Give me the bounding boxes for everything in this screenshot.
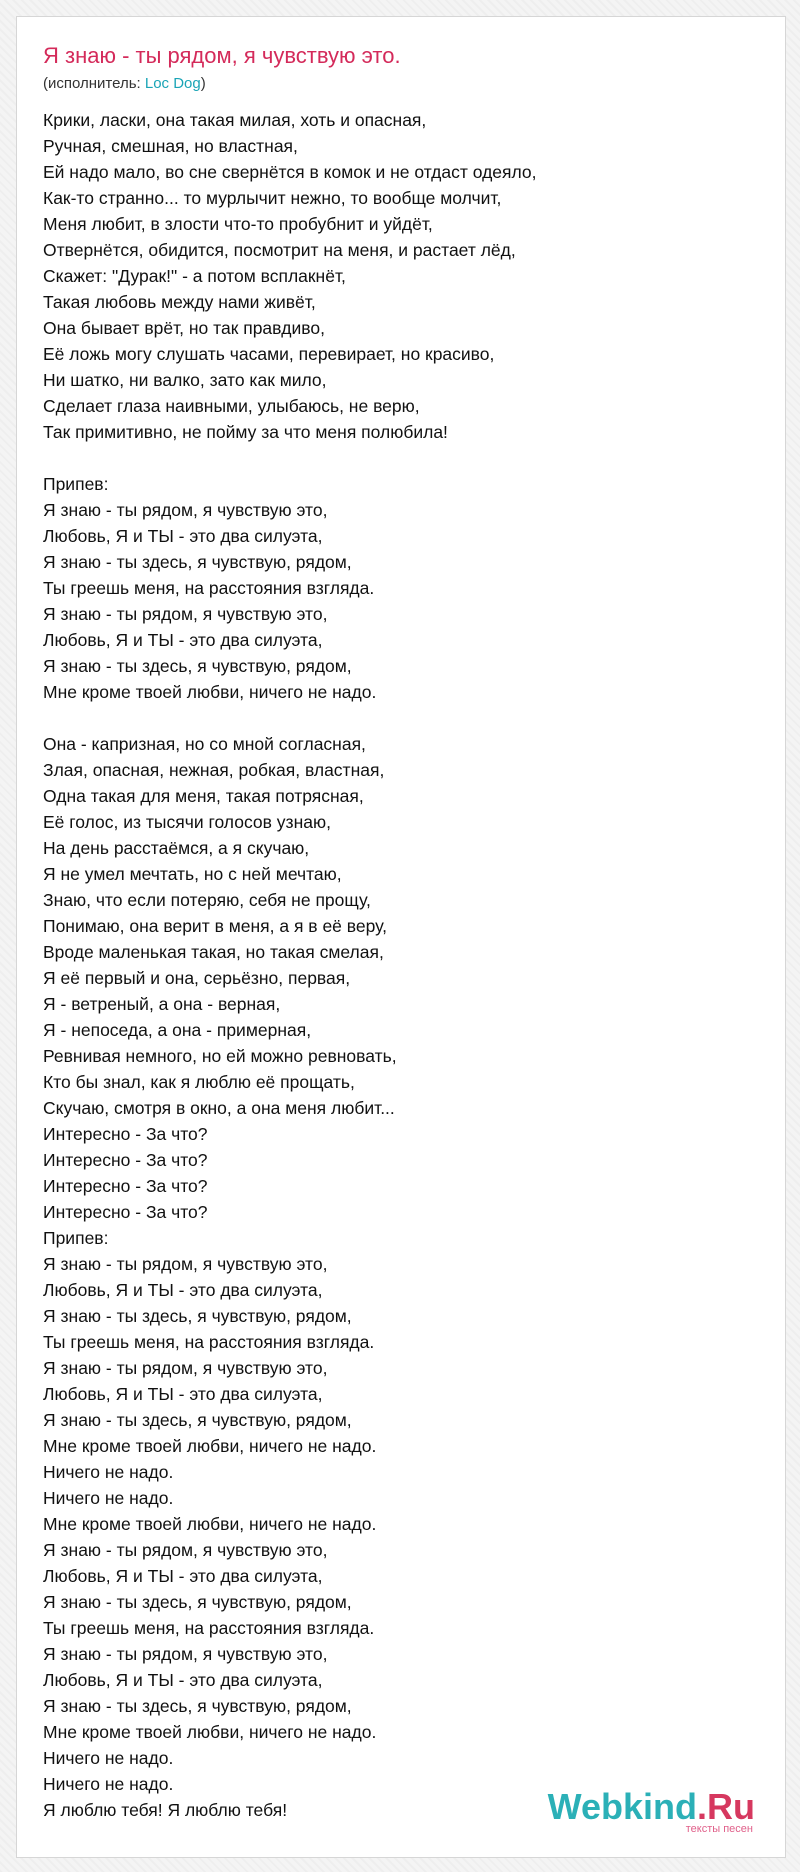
lyric-line: Она бывает врёт, но так правдиво, [43, 318, 325, 338]
lyric-line: Интересно - За что? [43, 1202, 208, 1222]
lyric-line: Ревнивая немного, но ей можно ревновать, [43, 1046, 397, 1066]
stanza-break [43, 445, 783, 471]
lyric-line: Я - непоседа, а она - примерная, [43, 1020, 312, 1040]
lyric-line: Вроде маленькая такая, но такая смелая, [43, 942, 384, 962]
lyric-line: Я знаю - ты здесь, я чувствую, рядом, [43, 1410, 352, 1430]
lyric-line: Мне кроме твоей любви, ничего не надо. [43, 1514, 377, 1534]
lyric-line: Я знаю - ты рядом, я чувствую это, [43, 1254, 328, 1274]
lyric-line: Я знаю - ты здесь, я чувствую, рядом, [43, 1696, 352, 1716]
lyrics-card [16, 16, 786, 1858]
lyric-line: Знаю, что если потеряю, себя не прощу, [43, 890, 371, 910]
lyric-line: Ей надо мало, во сне свернётся в комок и не отдаст одеяло, [43, 162, 537, 182]
lyric-line: Любовь, Я и ТЫ - это два силуэта, [43, 630, 323, 650]
lyric-line: Мне кроме твоей любви, ничего не надо. [43, 1722, 377, 1742]
lyric-line: Ничего не надо. [43, 1774, 174, 1794]
lyric-line: Я знаю - ты рядом, я чувствую это, [43, 1358, 328, 1378]
lyric-line: Я знаю - ты здесь, я чувствую, рядом, [43, 656, 352, 676]
lyric-line: Как-то странно... то мурлычит нежно, то вообще молчит, [43, 188, 502, 208]
lyric-line: Интересно - За что? [43, 1150, 208, 1170]
lyric-line: Я знаю - ты рядом, я чувствую это, [43, 604, 328, 624]
stanza-break [43, 705, 783, 731]
artist-suffix: ) [200, 75, 206, 92]
lyric-line: Меня любит, в злости что-то пробубнит и уйдёт, [43, 214, 433, 234]
lyric-line: Ни шатко, ни валко, зато как мило, [43, 370, 327, 390]
lyric-line: Интересно - За что? [43, 1124, 208, 1144]
lyric-line: Любовь, Я и ТЫ - это два силуэта, [43, 1670, 323, 1690]
lyric-line: Ручная, смешная, но властная, [43, 136, 298, 156]
lyric-line: Я её первый и она, серьёзно, первая, [43, 968, 351, 988]
lyric-line: Любовь, Я и ТЫ - это два силуэта, [43, 1280, 323, 1300]
lyric-line: Я - ветреный, а она - верная, [43, 994, 281, 1014]
lyric-line: Мне кроме твоей любви, ничего не надо. [43, 1436, 377, 1456]
lyric-line: Припев: [43, 1228, 109, 1248]
lyric-line: Я знаю - ты рядом, я чувствую это, [43, 500, 328, 520]
lyric-line: Её ложь могу слушать часами, перевирает, но красиво, [43, 344, 495, 364]
lyric-line: Сделает глаза наивными, улыбаюсь, не верю, [43, 396, 420, 416]
lyric-line: Я знаю - ты рядом, я чувствую это, [43, 1644, 328, 1664]
lyric-line: Такая любовь между нами живёт, [43, 292, 316, 312]
lyric-line: Скажет: "Дурак!" - а потом всплакнёт, [43, 266, 346, 286]
lyric-line: Я знаю - ты здесь, я чувствую, рядом, [43, 1592, 352, 1612]
lyric-line: На день расстаёмся, а я скучаю, [43, 838, 310, 858]
lyric-line: Крики, ласки, она такая милая, хоть и опасная, [43, 110, 427, 130]
logo-wordmark [547, 1786, 755, 1827]
artist-prefix: (исполнитель: [43, 75, 145, 92]
lyric-line: Я знаю - ты здесь, я чувствую, рядом, [43, 1306, 352, 1326]
lyric-line: Я люблю тебя! Я люблю тебя! [43, 1800, 288, 1820]
lyrics-body [43, 107, 783, 1823]
artist-line [43, 75, 206, 92]
lyric-line: Ничего не надо. [43, 1748, 174, 1768]
lyric-line: Ты греешь меня, на расстояния взгляда. [43, 578, 375, 598]
lyric-line: Одна такая для меня, такая потрясная, [43, 786, 364, 806]
lyric-line: Так примитивно, не пойму за что меня полюбила! [43, 422, 448, 442]
lyric-line: Я не умел мечтать, но с ней мечтаю, [43, 864, 342, 884]
logo-word: Webkind [547, 1786, 697, 1827]
lyric-line: Любовь, Я и ТЫ - это два силуэта, [43, 1566, 323, 1586]
site-logo[interactable] [547, 1786, 755, 1835]
lyric-line: Мне кроме твоей любви, ничего не надо. [43, 682, 377, 702]
lyric-line: Ничего не надо. [43, 1462, 174, 1482]
logo-tld: .Ru [697, 1786, 755, 1827]
lyric-line: Понимаю, она верит в меня, а я в её веру, [43, 916, 388, 936]
lyric-line: Она - капризная, но со мной согласная, [43, 734, 366, 754]
lyric-line: Кто бы знал, как я люблю её прощать, [43, 1072, 355, 1092]
lyric-line: Отвернётся, обидится, посмотрит на меня, и растает лёд, [43, 240, 516, 260]
lyric-line: Я знаю - ты рядом, я чувствую это, [43, 1540, 328, 1560]
lyric-line: Я знаю - ты здесь, я чувствую, рядом, [43, 552, 352, 572]
lyric-line: Припев: [43, 474, 109, 494]
lyric-line: Злая, опасная, нежная, робкая, властная, [43, 760, 385, 780]
lyric-line: Ничего не надо. [43, 1488, 174, 1508]
lyric-line: Интересно - За что? [43, 1176, 208, 1196]
lyric-line: Любовь, Я и ТЫ - это два силуэта, [43, 526, 323, 546]
lyric-line: Ты греешь меня, на расстояния взгляда. [43, 1618, 375, 1638]
lyric-line: Её голос, из тысячи голосов узнаю, [43, 812, 331, 832]
lyric-line: Скучаю, смотря в окно, а она меня любит... [43, 1098, 395, 1118]
song-title: Я знаю - ты рядом, я чувствую это. [43, 43, 401, 68]
lyric-line: Любовь, Я и ТЫ - это два силуэта, [43, 1384, 323, 1404]
artist-link[interactable]: Loc Dog [144, 75, 201, 92]
logo-subtitle: тексты песен [685, 1823, 753, 1835]
lyric-line: Ты греешь меня, на расстояния взгляда. [43, 1332, 375, 1352]
